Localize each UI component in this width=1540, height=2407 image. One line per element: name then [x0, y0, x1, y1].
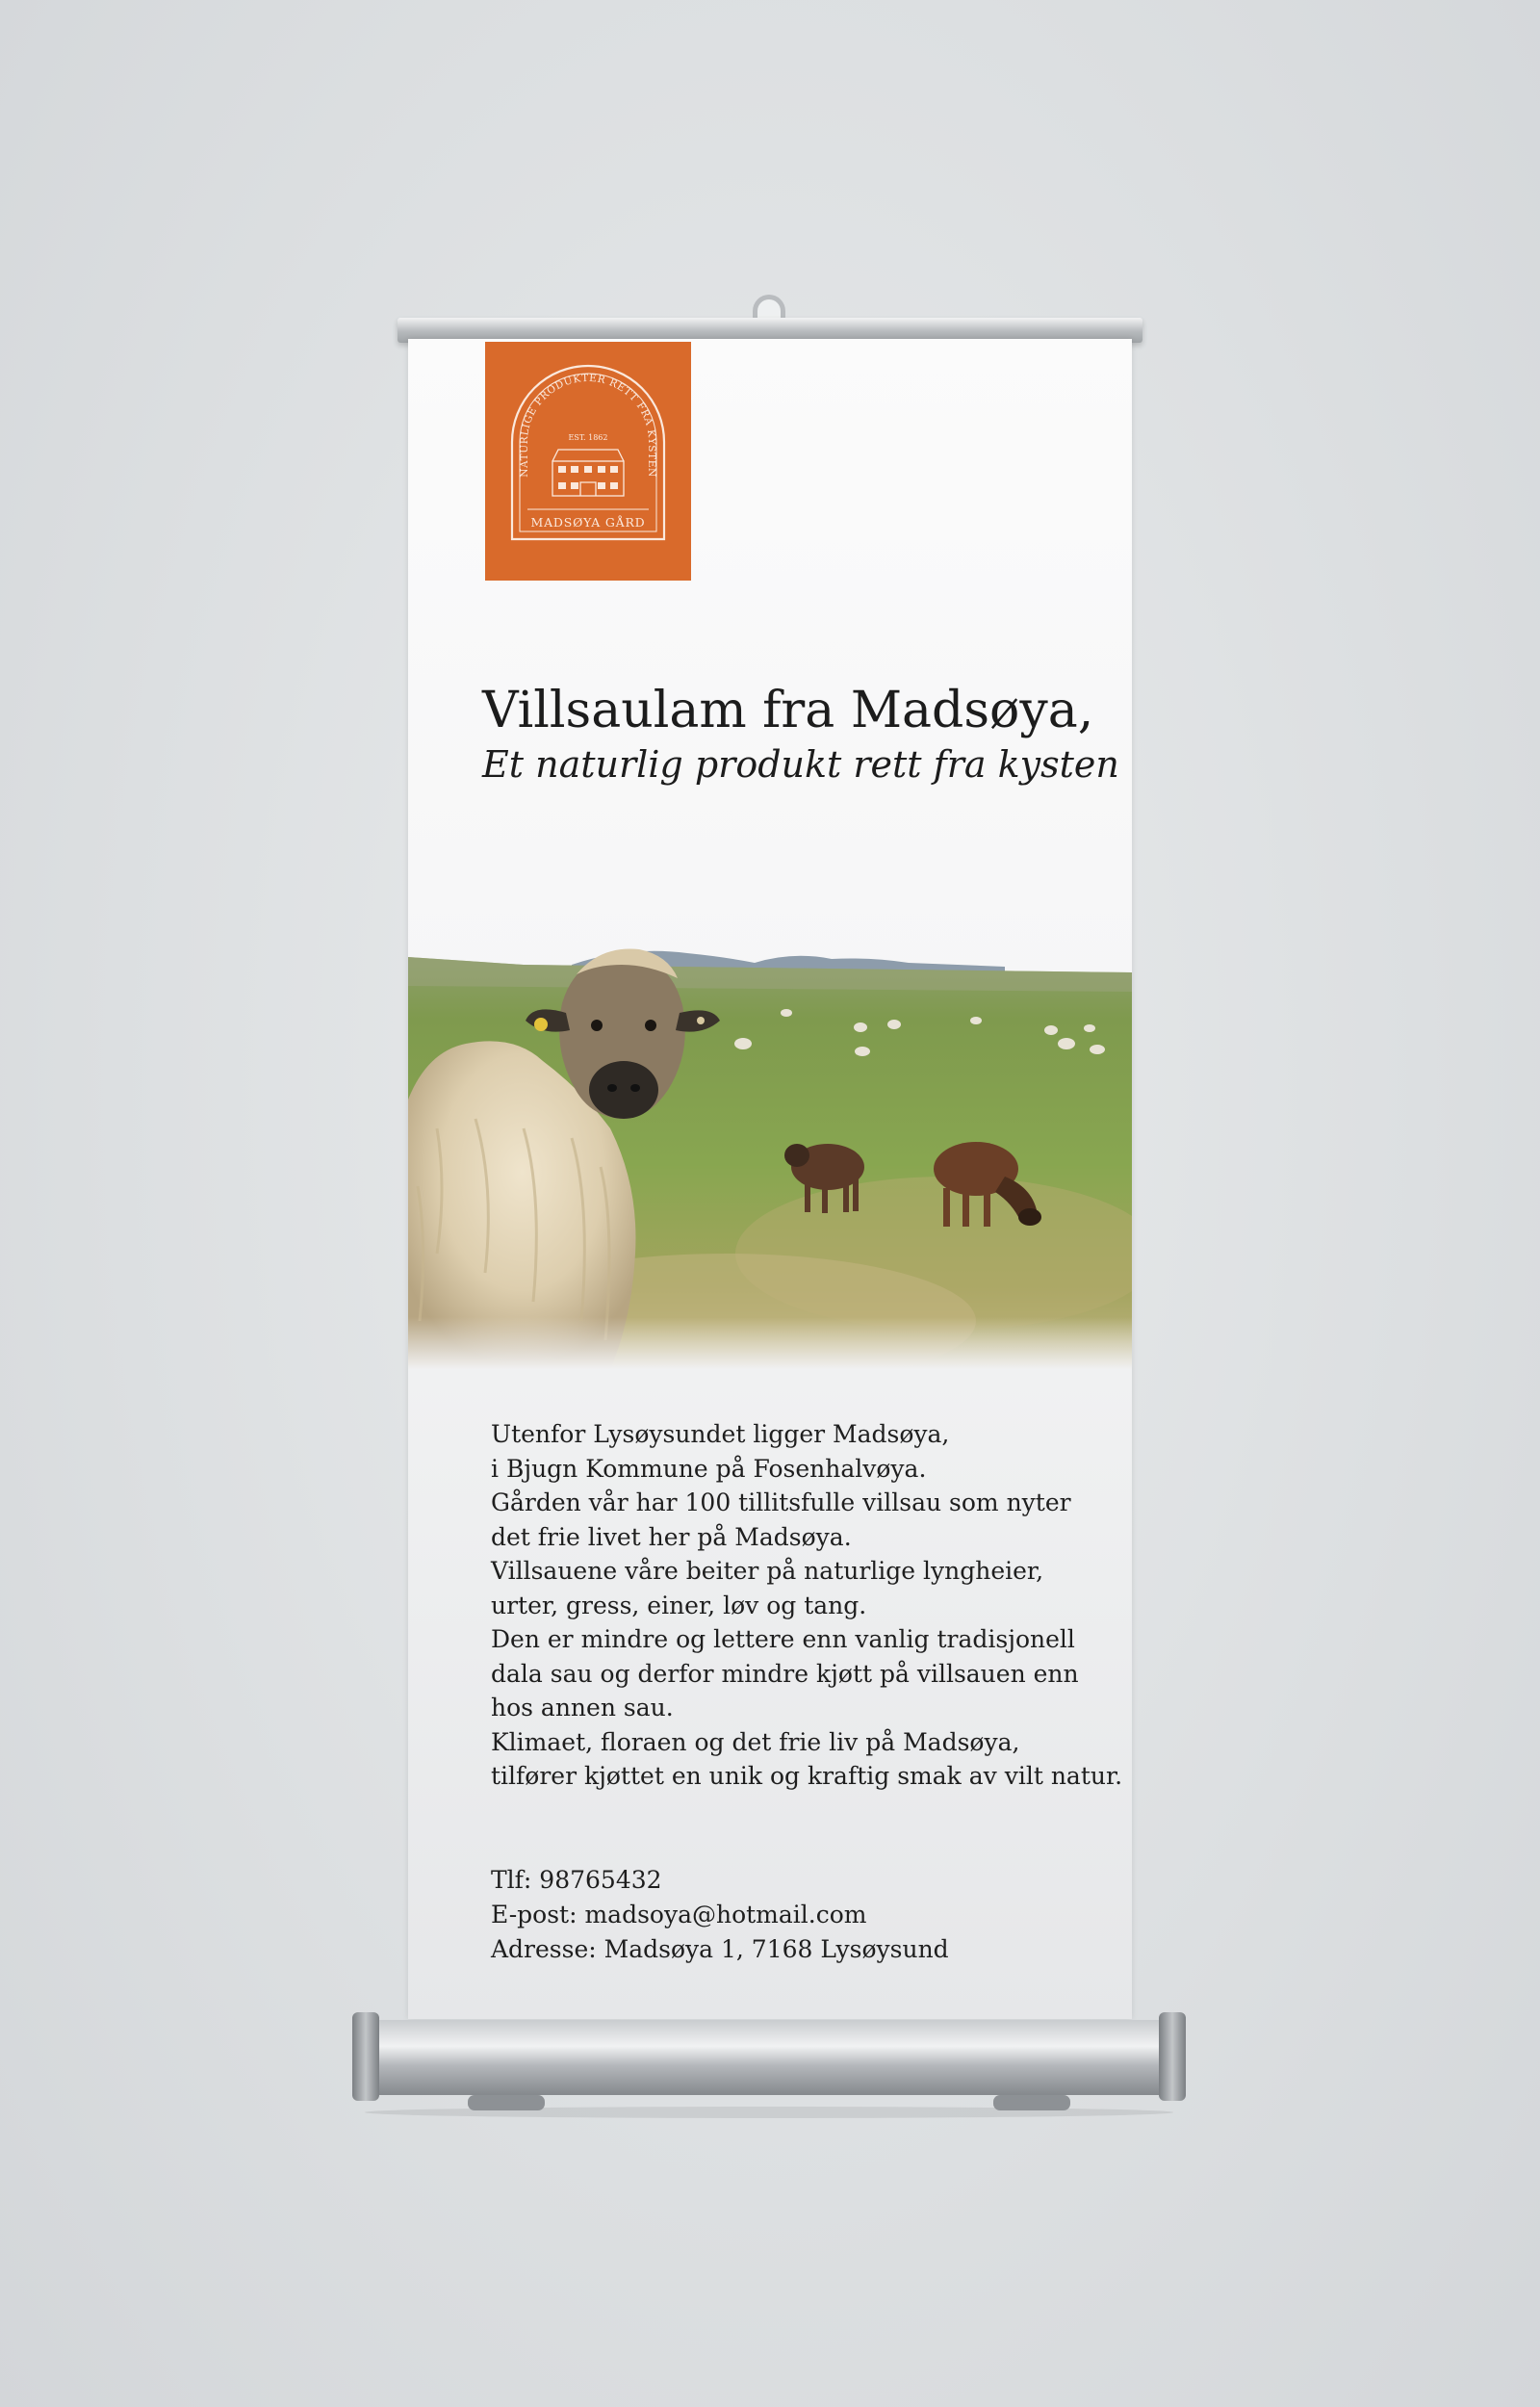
- contact-address: Adresse: Madsøya 1, 7168 Lysøysund: [491, 1935, 949, 1963]
- banner-headline: Villsaulam fra Madsøya,: [482, 682, 1094, 739]
- body-line: Gården vår har 100 tillitsfulle villsau som nyter: [491, 1488, 1071, 1516]
- body-line: urter, gress, einer, løv og tang.: [491, 1591, 867, 1619]
- farmhouse-seal-icon: [485, 342, 691, 581]
- body-line: Klimaet, floraen og det frie liv på Madsøya,: [491, 1727, 1020, 1756]
- body-line: det frie livet her på Madsøya.: [491, 1522, 852, 1551]
- brand-logo: [485, 342, 691, 581]
- body-line: Den er mindre og lettere enn vanlig tradisjonell: [491, 1625, 1075, 1653]
- body-line: hos annen sau.: [491, 1694, 674, 1721]
- contact-phone: Tlf: 98765432: [491, 1866, 662, 1894]
- contact-info: [491, 1863, 1107, 1967]
- contact-email: E-post: madsoya@hotmail.com: [491, 1901, 867, 1928]
- body-line: dala sau og derfor mindre kjøtt på villsauen enn: [491, 1659, 1079, 1688]
- body-line: Villsauene våre beiter på naturlige lyngheier,: [491, 1557, 1044, 1585]
- logo-est-text: EST. 1862: [568, 433, 608, 442]
- banner-subheadline: Et naturlig produkt rett fra kysten: [482, 743, 1119, 786]
- body-line: tilfører kjøttet en unik og kraftig smak av vilt natur.: [491, 1762, 1123, 1790]
- banner-print: [408, 339, 1132, 2019]
- body-line: Utenfor Lysøysundet ligger Madsøya,: [491, 1420, 950, 1448]
- body-line: i Bjugn Kommune på Fosenhalvøya.: [491, 1454, 927, 1483]
- logo-brand-text: MADSØYA GÅRD: [530, 515, 646, 530]
- logo-arc-text: NATURLIGE PRODUKTER RETT FRA KYSTEN: [518, 372, 658, 478]
- sheep-pasture-photo: [408, 936, 1132, 1369]
- banner-stand-base: [352, 2003, 1186, 2118]
- banner-body-text: [491, 1417, 1123, 1794]
